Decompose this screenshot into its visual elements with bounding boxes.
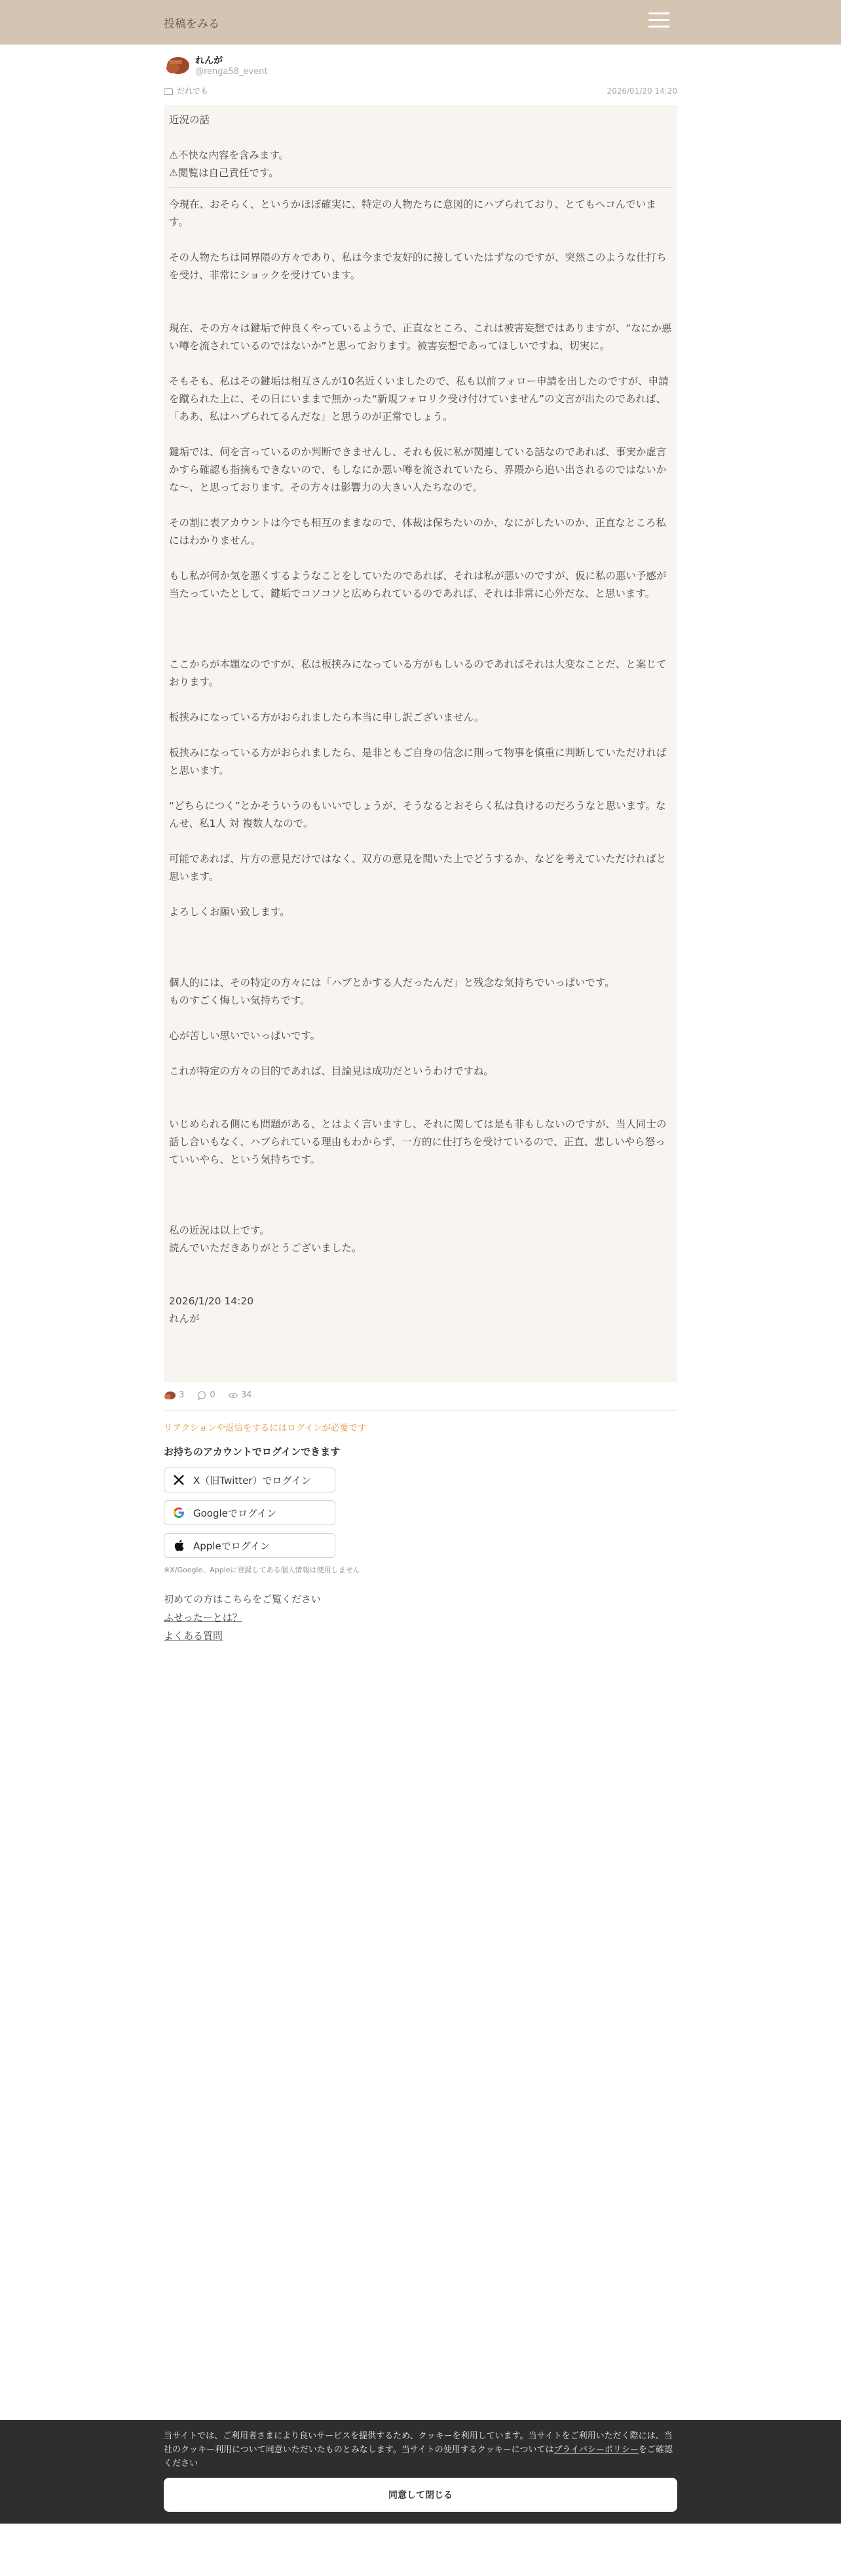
post-content (164, 105, 677, 1382)
apple-login-label: Appleでログイン (193, 1540, 270, 1552)
comment-icon (197, 1391, 206, 1400)
post-warning: ⚠閲覧は自己責任です。 (169, 167, 279, 179)
login-heading: お持ちのアカウントでログインできます (164, 1446, 341, 1458)
first-time-text: 初めての方はこちらをご覧ください (164, 1593, 322, 1605)
x-logo-icon (173, 1474, 185, 1486)
author-handle: @renga58_event (195, 67, 268, 77)
author-name[interactable]: れんが (195, 56, 223, 66)
audience-text: だれでも (177, 86, 209, 96)
post-body-text: 今現在、おそらく、というかほぼ確実に、特定の人物たちに意図的にハブられており、とてもへコんでいます。 その人物たちは同界隈の方々であり、私は今まで友好的に接していたはずなのですが、突然このような仕打ちを受け、非常にショックを受けています。 現在、その方々は鍵垢で仲良くやっているようで、正直なところ、これは被害妄想ではありますが、“なにか悪い噂を流されているのではないか”と思っております。被害妄想であってほしいですね、切実に。 そもそも、私はその鍵垢は相互さんが10名近くいましたので、私も以前フォロー申請を出したのですが、申請を蹴られた上に、その日にいままで無かった“新規フォロリク受け付けていません”の文言が出たのであれば、「ああ、私はハブられてるんだな」と思うのが正常でしょう。 鍵垢では、何を言っているのか判断できませんし、それも仮に私が関連している話なのであれば、事実か虚言かすら確認も指摘もできないので、もしなにか悪い噂を流されていたら、界隈から追い出されるのではないかな〜、と思っております。その方々は影響力の大きい人たちなので。 その割に表アカウントは今でも相互のままなので、体裁は保ちたいのか、なにがしたいのか、正直なところ私にはわかりません。 もし私が何か気を悪くするようなことをしていたのであれば、それは私が悪いのですが、仮に私の悪い予感が当たっていたとして、鍵垢でコソコソと広められているのであれば、それは非常に心外だな、と思います。 ここからが本題なのですが、私は板挟みになっている方がもしいるのであればそれは大変なことだ、と案じております。 板挟みになっている方がおられましたら本当に申し訳ございません。 板挟みになっている方がおられましたら、是非ともご自身の信念に則って物事を慎重に判断していただければと思います。 “どちらにつく”とかそういうのもいいでしょうが、そうなるとおそらく私は負けるのだろうなと思います。なんせ、私1人 対 複数人なので。 可能であれば、片方の意見だけではなく、双方の意見を聞いた上でどうするか、などを考えていただければと思います。 よろしくお願い致します。 個人的には、その特定の方々には「ハブとかする人だったんだ」と残念な気持ちでいっぱいです。 ものすごく悔しい気持ちです。 心が苦しい思いでいっぱいです。 これが特定の方々の目的であれば、目論見は成功だというわけですね。 いじめられる側にも問題がある、とはよく言いますし、それに関しては是も非もしないのですが、当人同士の話し合いもなく、ハブられている理由もわからず、一方的に仕打ちを受けているので、正直、悲しいやら怒っていいやら、という気持ちです。 私の近況は以上です。 読んでいただきありがとうございました。 2026/1/20 14:20 れんが (169, 199, 672, 1325)
reaction-button[interactable] (164, 1390, 184, 1400)
header-wave-divider (0, 34, 841, 50)
content-separator (169, 187, 672, 188)
view-counter (229, 1390, 252, 1400)
apple-login-button[interactable] (164, 1533, 335, 1558)
view-count: 34 (240, 1390, 252, 1400)
post-warning: ⚠不快な内容を含みます。 (169, 149, 290, 161)
google-login-button[interactable] (164, 1500, 335, 1525)
cookie-text: 当サイトでは、ご利用者さまにより良いサービスを提供するため、クッキーを利用しています。当サイトをご利用いただく際には、当社のクッキー利用について同意いただいたものとみなします。当サイトの使用するクッキーについては (164, 2431, 673, 2455)
x-login-button[interactable] (164, 1468, 335, 1492)
reaction-emoji-icon (164, 1391, 176, 1400)
divider (164, 1410, 677, 1411)
apple-logo-icon (173, 1539, 185, 1552)
about-link[interactable]: ふせったーとは？ (164, 1612, 242, 1623)
cookie-text-end: をご確認ください (164, 2445, 673, 2469)
reply-button[interactable] (197, 1390, 215, 1400)
post-title: 近況の話 (169, 114, 210, 126)
cookie-banner (0, 2420, 841, 2524)
reply-count: 0 (210, 1390, 215, 1400)
reaction-bar (164, 1390, 677, 1406)
post-text (169, 111, 672, 1328)
post-timestamp: 2026/01/20 14:20 (607, 86, 677, 96)
privacy-policy-link[interactable]: プライバシーポリシー (553, 2445, 639, 2455)
reaction-count: 3 (179, 1390, 185, 1400)
avatar[interactable] (164, 54, 190, 77)
login-privacy-note: ※X/Google、Appleに登録してある個人情報は使用しません (164, 1566, 360, 1574)
cookie-notice (164, 2429, 677, 2471)
faq-link[interactable]: よくある質問 (164, 1630, 223, 1642)
hamburger-menu-icon[interactable] (648, 11, 669, 29)
eye-icon (229, 1391, 238, 1400)
google-logo-icon (172, 1506, 185, 1519)
post-author (164, 52, 677, 96)
page-title: 投稿をみる (164, 18, 219, 31)
cookie-agree-button[interactable]: 同意して閉じる (164, 2478, 677, 2512)
login-required-notice: リアクションや返信をするにはログインが必要です (164, 1423, 367, 1433)
x-login-label: X（旧Twitter）でログイン (193, 1474, 311, 1487)
google-login-label: Googleでログイン (193, 1507, 277, 1519)
